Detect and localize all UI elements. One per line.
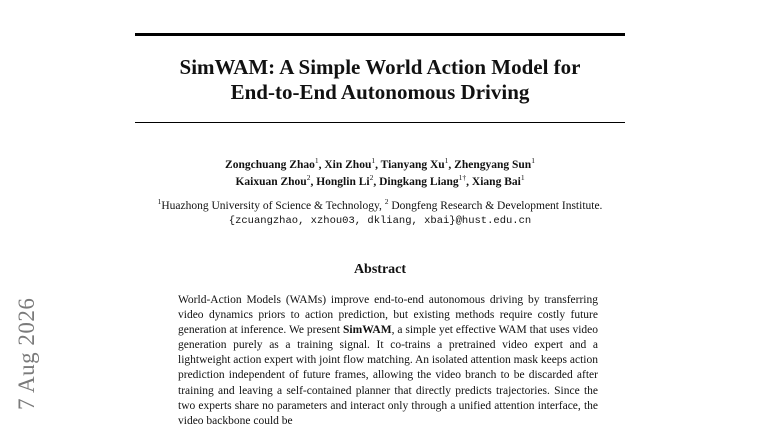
- affiliations: [135, 199, 625, 229]
- abstract-method-name: SimWAM: [343, 324, 392, 337]
- affil-mark-2: 2: [384, 197, 389, 207]
- author-affil-mark: 2: [369, 173, 374, 183]
- author-name: Kaixuan Zhou: [235, 176, 307, 188]
- arxiv-side-stamp: 7 Aug 2026: [14, 297, 39, 410]
- author-name: Dingkang Liang: [379, 176, 459, 188]
- author-affil-mark: 1: [520, 173, 525, 183]
- author-affil-mark: 2: [306, 173, 311, 183]
- author-name: Xin Zhou: [324, 159, 372, 171]
- affiliation-1: Huazhong University of Science & Technology,: [161, 200, 385, 212]
- author-line-1: Zongchuang Zhao$^1$, Xin Zhou$^1$, Tianyang Xu$^1$, Zhengyang Sun$^1$: [225, 156, 535, 171]
- title-bottom-rule: [135, 122, 625, 123]
- author-name: Zongchuang Zhao: [225, 159, 315, 171]
- affiliation-2: Dongfeng Research & Development Institute.: [388, 200, 603, 212]
- author-name: Tianyang Xu: [380, 159, 445, 171]
- author-list: [135, 157, 625, 191]
- abstract-heading: Abstract: [353, 262, 407, 277]
- abstract-text-2: , a simple yet effective WAM that uses video generation purely as a training signal. It co-trains a pretrained video expert and a lightweight action expert with joint flow matching. An isolated attention mask keeps action prediction independent of future frames, allowing the video branch to be discarded after training and leaving a self-contained planner that directly predicts trajectories. Since the two experts share no parameters and interact only through a unified attention interface, the video backbone could be: [178, 324, 598, 427]
- abstract-text-1: World-Action Models (WAMs) improve end-to-end autonomous driving by transferring video dynamics priors to action prediction, but existing methods require costly future generation at inference. We present: [178, 294, 598, 337]
- title-line-1: SimWAM: A Simple World Action Model for: [179, 55, 581, 79]
- author-affil-mark: 1: [314, 156, 319, 166]
- author-affil-mark: 1: [444, 156, 449, 166]
- paper-title: [135, 55, 625, 105]
- affiliation-line: [135, 199, 625, 214]
- author-emails[interactable]: {zcuangzhao, xzhou03, dkliang, xbai}@hust.edu.cn: [228, 215, 532, 227]
- author-line-2: Kaixuan Zhou$^2$, Honglin Li$^2$, Dingkang Liang$^{1\dagger}$, Xiang Bai$^1$: [235, 173, 525, 188]
- title-top-rule: [135, 33, 625, 36]
- author-affil-mark: 1: [531, 156, 535, 166]
- abstract-body: [178, 293, 598, 429]
- author-name: Zhengyang Sun: [454, 159, 532, 171]
- affil-mark-1: 1: [157, 197, 162, 207]
- author-affil-mark: 1†: [458, 173, 467, 183]
- author-affil-mark: 1: [371, 156, 376, 166]
- author-name: Xiang Bai: [471, 176, 521, 188]
- author-name: Honglin Li: [316, 176, 370, 188]
- title-line-2: End-to-End Autonomous Driving: [230, 80, 530, 104]
